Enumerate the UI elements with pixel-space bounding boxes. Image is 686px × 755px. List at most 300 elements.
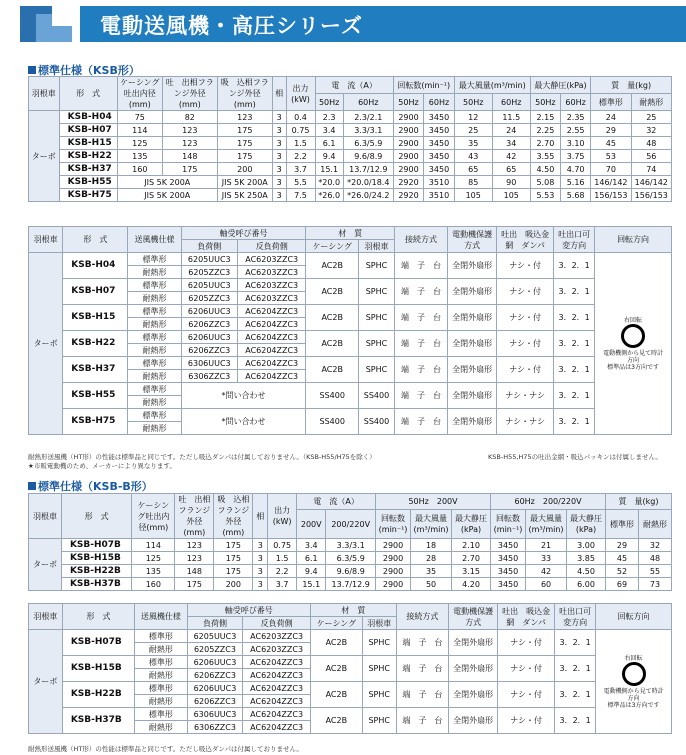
cell-conn: 端 子 台 [394, 357, 447, 383]
section-marker-icon [28, 66, 36, 74]
cell-q60: 34 [492, 137, 530, 150]
table-row [29, 656, 672, 669]
table-row [29, 137, 672, 150]
table-row [29, 383, 672, 396]
cell-conn: 端 子 台 [394, 331, 447, 357]
footnote-motor: ★市販電動機のため、メーカーにより異なります。 [28, 462, 176, 470]
model-name: KSB-H75 [63, 409, 128, 435]
bearing-anti-load: AC6203ZZC3 [237, 279, 305, 292]
cell-q60: 90 [492, 176, 530, 189]
cell-a50: 6.1 [297, 552, 326, 565]
config-table-ksb: 羽根車 形 式 送風機仕様 軸受呼び番号 材 質 接続方式 電動機保護方式 吐出 吸込金網 ダンパ 吐出口可変方向 回転方向 負荷側 反負荷側 ケーシング 羽根車 ターボ KSB-H04 標準形 6205UUC3 AC6203ZZC3 AC2B SPHC 端 子 台 全閉外扇形 ナシ・付 3．2．1 右回転 電動機側から見て時計方向 標準品は3方向です 耐熱形 6205ZZC3 AC6203ZZC3 KSB-H07 標準形 6205UUC3 AC6203ZZC3 AC2B SPHC 端 子 台 全閉外扇形 ナシ・付 3．2．1 耐熱形 6205ZZC3 AC6203ZZC3 KSB-H15 標準形 6206UUC3 AC6204ZZC3 AC2B SPHC 端 子 台 全閉外扇形 ナシ・付 3．2．1 耐熱形 6206ZZC3 AC6204ZZC3 KSB-H22 標準形 6206UUC3 AC6204ZZC3 AC2B SPHC 端 子 台 全閉外扇形 ナシ・付 3．2．1 耐熱形 6206ZZC3 AC6204ZZC3 KSB-H37 標準形 6306UUC3 AC6204ZZC3 AC2B SPHC 端 子 台 全閉外扇形 ナシ・付 3．2．1 耐熱形 6306ZZC3 AC6204ZZC3 KSB-H55 標準形 *問い合わせ SS400 SS400 端 子 台 全閉外扇形 ナシ・ナシ 3．2．1 耐熱形 KSB-H75 標準形 *問い合わせ SS400 SS400 端 子 台 全閉外扇形 ナシ・ナシ 3．2．1 耐熱形 [28, 226, 672, 435]
cell-q50: 18 [411, 539, 452, 552]
bearing-load: 6205ZZC3 [187, 643, 243, 656]
cell-p: 3 [272, 150, 286, 163]
cell-r60: 3450 [424, 124, 455, 137]
cell-a50: 9.4 [315, 150, 343, 163]
model-name: KSB-H55 [63, 383, 128, 409]
cell-s50: 2.10 [452, 539, 491, 552]
table-row [29, 124, 672, 137]
fan-type-label: ターボ [29, 630, 63, 734]
cell-dir: 3．2．1 [554, 279, 595, 305]
cell-a50: 2.3 [315, 111, 343, 124]
cell-dir: 3．2．1 [554, 331, 595, 357]
cell-cas: AC2B [306, 331, 359, 357]
model-name: KSB-H07 [63, 279, 128, 305]
cell-r50: 2900 [376, 539, 411, 552]
fan-type-label: ターボ [29, 539, 62, 591]
spec-type: 耐熱形 [135, 721, 188, 734]
bearing-load: 6306ZZC3 [187, 721, 243, 734]
bearing-load: 6205ZZC3 [181, 292, 237, 305]
cell-r60: 3450 [424, 137, 455, 150]
cell-c: 125 [132, 552, 175, 565]
rotation-standard: 標準品は3方向です [607, 363, 659, 371]
flange-spec: JIS 5K 200A [117, 189, 217, 202]
outlet-flange: 123 [162, 124, 217, 137]
page-header [0, 0, 686, 50]
bearing-load: 6206ZZC3 [187, 669, 243, 682]
cell-ws: 53 [591, 150, 631, 163]
cell-s50: 2.70 [452, 552, 491, 565]
spec-type: 耐熱形 [128, 396, 181, 409]
cell-wh: 56 [631, 150, 671, 163]
table-row [29, 630, 672, 643]
bearing-anti-load: AC6204ZZC3 [237, 305, 305, 318]
model-name: KSB-H22 [59, 150, 117, 163]
cell-cas: SS400 [306, 383, 359, 409]
cell-q60: 42 [526, 565, 567, 578]
cell-dir: 3．2．1 [555, 630, 596, 656]
cell-q50: 85 [454, 176, 492, 189]
cell-q50: 12 [454, 111, 492, 124]
col-rpm: 回転数(min⁻¹) [393, 77, 454, 94]
casing-diameter: 75 [117, 111, 162, 124]
spec-type: 耐熱形 [135, 643, 188, 656]
bearing-load: 6306UUC3 [187, 708, 243, 721]
cell-ws: 146/142 [591, 176, 631, 189]
cell-ws: 156/153 [591, 189, 631, 202]
cell-q60: 60 [526, 578, 567, 591]
cell-kw: 1.5 [268, 552, 297, 565]
fan-type-label: ターボ [29, 253, 63, 435]
col-outlet: 吐 出相フランジ外径(mm) [162, 77, 217, 111]
cell-r50: 2900 [376, 552, 411, 565]
bearing-load: 6306UUC3 [181, 357, 237, 370]
cell-dir: 3．2．1 [554, 383, 595, 409]
table-row [29, 150, 672, 163]
cell-kw: 0.75 [286, 124, 315, 137]
cell-s60: 3.10 [560, 137, 590, 150]
cell-q60: 105 [492, 189, 530, 202]
cell-conn: 端 子 台 [394, 383, 447, 409]
cell-kw: 7.5 [286, 189, 315, 202]
model-name: KSB-H37 [59, 163, 117, 176]
model-name: KSB-H37 [63, 357, 128, 383]
table-row [29, 539, 672, 552]
model-name: KSB-H04 [63, 253, 128, 279]
cell-ws: 45 [591, 137, 631, 150]
cell-cas: AC2B [310, 656, 362, 682]
cell-r50: 2920 [393, 189, 423, 202]
cell-a60: 6.3/5.9 [326, 552, 376, 565]
cell-r50: 2900 [376, 565, 411, 578]
cell-q60: 42 [492, 150, 530, 163]
cell-kw: 0.4 [286, 111, 315, 124]
cell-p: 3 [272, 189, 286, 202]
cell-wh: 48 [631, 137, 671, 150]
bearing-anti-load: AC6203ZZC3 [237, 253, 305, 266]
model-name: KSB-H04 [59, 111, 117, 124]
cell-i: JIS 5K 250A [217, 189, 272, 202]
cell-s50: 3.55 [530, 150, 560, 163]
spec-type: 標準形 [128, 305, 181, 318]
cell-i: 175 [214, 552, 253, 565]
cell-imp: SPHC [362, 630, 396, 656]
bearing-anti-load: AC6203ZZC3 [243, 630, 311, 643]
rotation-standard: 標準品は3方向です [607, 701, 660, 709]
spec-type: 標準形 [128, 409, 181, 422]
col-phase: 相 [272, 77, 286, 111]
casing-diameter: 125 [117, 137, 162, 150]
cell-a60: 13.7/12.9 [343, 163, 393, 176]
bearing-anti-load: AC6203ZZC3 [237, 292, 305, 305]
footnote-ht: 耐熱形送風機（HT形）の性能は標準品と同じです。ただし吸込ダンパは付属しておりません。（KSB-H55/H75を除く） [28, 453, 376, 461]
outlet-flange: 148 [162, 150, 217, 163]
cell-conn: 端 子 台 [394, 253, 447, 279]
cell-cas: AC2B [310, 682, 362, 708]
cell-ws: 52 [606, 565, 639, 578]
spec-type: 耐熱形 [128, 292, 181, 305]
cell-r60: 3450 [424, 111, 455, 124]
table-row [29, 176, 672, 189]
cell-imp: SPHC [362, 682, 396, 708]
col-fan: 羽根車 [29, 77, 60, 111]
cell-s60: 3.00 [567, 539, 606, 552]
cell-r60: 3450 [491, 552, 526, 565]
model-name: KSB-H55 [59, 176, 117, 189]
bearing-load: 6205UUC3 [187, 630, 243, 643]
bearing-anti-load: AC6204ZZC3 [243, 695, 311, 708]
spec-type: 標準形 [135, 708, 188, 721]
cell-p: 3 [272, 176, 286, 189]
cell-kw: 1.5 [286, 137, 315, 150]
cell-imp: SS400 [358, 383, 394, 409]
cell-s60: 5.68 [560, 189, 590, 202]
table-row [29, 409, 672, 422]
cell-a60: 3.3/3.1 [326, 539, 376, 552]
cell-i: 175 [214, 565, 253, 578]
col-inlet: 吸 込相フランジ外径(mm) [217, 77, 272, 111]
bearing-load: 6205UUC3 [181, 253, 237, 266]
cell-cas: AC2B [310, 708, 362, 734]
cell-conn: 端 子 台 [396, 656, 449, 682]
spec-type: 標準形 [135, 682, 188, 695]
cell-imp: SPHC [362, 708, 396, 734]
cell-i: 175 [214, 539, 253, 552]
cell-dmp: ナシ・付 [498, 708, 555, 734]
table-row [29, 163, 672, 176]
cell-r50: 2900 [393, 137, 423, 150]
cell-r50: 2900 [393, 163, 423, 176]
cell-a60: 9.6/8.9 [343, 150, 393, 163]
spec-type: 標準形 [128, 279, 181, 292]
cell-a50: 15.1 [297, 578, 326, 591]
section-title-ksb: 標準仕様（KSB形） [28, 62, 140, 78]
cell-dmp: ナシ・付 [497, 305, 554, 331]
cell-s60: 6.00 [567, 578, 606, 591]
model-name: KSB-H07B [62, 630, 134, 656]
cell-a60: 6.3/5.9 [343, 137, 393, 150]
cell-s50: 4.20 [452, 578, 491, 591]
cell-q50: 105 [454, 189, 492, 202]
spec-type: 耐熱形 [135, 669, 188, 682]
rotation-circle-icon [622, 662, 646, 686]
cell-q50: 35 [454, 137, 492, 150]
cell-q50: 65 [454, 163, 492, 176]
cell-o: 148 [175, 565, 214, 578]
cell-s50: 5.53 [530, 189, 560, 202]
cell-prot: 全閉外扇形 [448, 409, 497, 435]
cell-dir: 3．2．1 [554, 357, 595, 383]
cell-i: 200 [217, 163, 272, 176]
cell-imp: SPHC [358, 331, 394, 357]
cell-imp: SPHC [358, 357, 394, 383]
rotation-note: 電動機側から見て時計方向 [603, 687, 664, 702]
cell-i: 123 [217, 111, 272, 124]
cell-s60: 5.16 [560, 176, 590, 189]
cell-kw: 5.5 [286, 176, 315, 189]
cell-dmp: ナシ・付 [497, 331, 554, 357]
cell-conn: 端 子 台 [394, 279, 447, 305]
cell-s60: 2.55 [560, 124, 590, 137]
cell-s50: 5.08 [530, 176, 560, 189]
spec-type: 耐熱形 [128, 318, 181, 331]
model-name: KSB-H37B [62, 708, 134, 734]
fan-type-label: ターボ [29, 111, 60, 202]
table-row [29, 279, 672, 292]
bearing-anti-load: AC6204ZZC3 [237, 344, 305, 357]
spec-type: 耐熱形 [128, 370, 181, 383]
bearing-inquiry: *問い合わせ [181, 409, 306, 435]
bearing-anti-load: AC6204ZZC3 [243, 708, 311, 721]
cell-r50: 2900 [393, 124, 423, 137]
bearing-anti-load: AC6203ZZC3 [243, 643, 311, 656]
bearing-load: 6206UUC3 [187, 682, 243, 695]
cell-r50: 2900 [393, 111, 423, 124]
table-row [29, 189, 672, 202]
cell-prot: 全閉外扇形 [449, 708, 498, 734]
col-airflow: 最大風量(m³/min) [454, 77, 530, 94]
table-row [29, 253, 672, 266]
cell-a50: 9.4 [297, 565, 326, 578]
model-name: KSB-H15B [61, 552, 131, 565]
cell-a60: 3.3/3.1 [343, 124, 393, 137]
cell-p: 3 [253, 578, 268, 591]
table-row [29, 565, 672, 578]
spec-type: 標準形 [128, 331, 181, 344]
col-mass: 質 量(kg) [591, 77, 672, 94]
model-name: KSB-H22B [62, 682, 134, 708]
cell-r60: 3450 [424, 163, 455, 176]
cell-dmp: ナシ・付 [498, 630, 555, 656]
cell-q60: 21 [526, 539, 567, 552]
cell-cas: AC2B [310, 630, 362, 656]
bearing-anti-load: AC6204ZZC3 [237, 331, 305, 344]
cell-dir: 3．2．1 [554, 253, 595, 279]
cell-a50: 3.4 [315, 124, 343, 137]
table-row [29, 552, 672, 565]
bearing-anti-load: AC6204ZZC3 [243, 656, 311, 669]
bearing-load: 6306ZZC3 [181, 370, 237, 383]
cell-prot: 全閉外扇形 [448, 253, 497, 279]
bearing-load: 6206UUC3 [181, 305, 237, 318]
bearing-load: 6205ZZC3 [181, 266, 237, 279]
cell-prot: 全閉外扇形 [448, 383, 497, 409]
cell-dir: 3．2．1 [554, 409, 595, 435]
col-pressure: 最大静圧(kPa) [530, 77, 590, 94]
cell-ws: 24 [591, 111, 631, 124]
cell-wh: 32 [639, 539, 672, 552]
cell-cas: AC2B [306, 357, 359, 383]
cell-p: 3 [272, 111, 286, 124]
cell-a50: 15.1 [315, 163, 343, 176]
cell-imp: SPHC [358, 305, 394, 331]
cell-a60: *26.0/24.2 [343, 189, 393, 202]
cell-a60: 9.6/8.9 [326, 565, 376, 578]
cell-cas: SS400 [306, 409, 359, 435]
table-row [29, 111, 672, 124]
bearing-anti-load: AC6204ZZC3 [243, 669, 311, 682]
cell-s50: 2.15 [530, 111, 560, 124]
cell-i: 175 [217, 124, 272, 137]
cell-q50: 25 [454, 124, 492, 137]
bearing-anti-load: AC6203ZZC3 [237, 266, 305, 279]
cell-wh: 32 [631, 124, 671, 137]
cell-wh: 48 [639, 552, 672, 565]
cell-p: 3 [272, 163, 286, 176]
cell-ws: 69 [606, 578, 639, 591]
cell-c: 160 [132, 578, 175, 591]
cell-c: 114 [132, 539, 175, 552]
cell-a50: 3.4 [297, 539, 326, 552]
model-name: KSB-H22B [61, 565, 131, 578]
col-model: 形 式 [59, 77, 117, 111]
model-name: KSB-H37B [61, 578, 131, 591]
spec-type: 標準形 [135, 630, 188, 643]
col-casing: ケーシング吐出内径(mm) [117, 77, 162, 111]
cell-p: 3 [272, 124, 286, 137]
cell-r50: 2900 [393, 150, 423, 163]
col-output: 出力(kW) [286, 77, 315, 111]
bearing-anti-load: AC6204ZZC3 [237, 370, 305, 383]
cell-conn: 端 子 台 [394, 305, 447, 331]
cell-wh: 55 [639, 565, 672, 578]
cell-cas: AC2B [306, 253, 359, 279]
cell-o: 175 [175, 578, 214, 591]
cell-wh: 74 [631, 163, 671, 176]
spec-type: 耐熱形 [128, 266, 181, 279]
cell-i: 175 [217, 150, 272, 163]
cell-p: 3 [272, 137, 286, 150]
cell-o: 123 [175, 552, 214, 565]
bearing-load: 6206UUC3 [187, 656, 243, 669]
cell-prot: 全閉外扇形 [448, 331, 497, 357]
cell-imp: SPHC [358, 279, 394, 305]
cell-r50: 2900 [376, 578, 411, 591]
cell-dir: 3．2．1 [555, 708, 596, 734]
casing-diameter: 114 [117, 124, 162, 137]
config-table-ksb-b: 羽根車 形 式 送風機仕様 軸受呼び番号 材 質 接続方式 電動機保護方式 吐出 吸込金網 ダンパ 吐出口可変方向 回転方向 負荷側 反負荷側 ケーシング 羽根車 ターボ KSB-H07B 標準形 6205UUC3 AC6203ZZC3 AC2B SPHC 端 子 台 全閉外扇形 ナシ・付 3．2．1 右回転 電動機側から見て時計方向 標準品は3方向です 耐熱形 6205ZZC3 AC6203ZZC3 KSB-H15B 標準形 6206UUC3 AC6204ZZC3 AC2B SPHC 端 子 台 全閉外扇形 ナシ・付 3．2．1 耐熱形 6206ZZC3 AC6204ZZC3 KSB-H22B 標準形 6206UUC3 AC6204ZZC3 AC2B SPHC 端 子 台 全閉外扇形 ナシ・付 3．2．1 耐熱形 6206ZZC3 AC6204ZZC3 KSB-H37B 標準形 6306UUC3 AC6204ZZC3 AC2B SPHC 端 子 台 全閉外扇形 ナシ・付 3．2．1 耐熱形 6306ZZC3 AC6204ZZC3 [28, 603, 672, 734]
cell-imp: SS400 [358, 409, 394, 435]
cell-s50: 3.15 [452, 565, 491, 578]
cell-kw: 0.75 [268, 539, 297, 552]
bearing-load: 6205UUC3 [181, 279, 237, 292]
cell-q60: 33 [526, 552, 567, 565]
cell-cas: AC2B [306, 279, 359, 305]
bearing-load: 6206UUC3 [181, 331, 237, 344]
cell-s50: 4.50 [530, 163, 560, 176]
spec-type: 標準形 [135, 656, 188, 669]
spec-table-ksb-b: 羽根車 形 式 ケーシング吐出内径(mm) 吐 出相フランジ外径(mm) 吸 込相フランジ外径(mm) 相 出力(kW) 電 流（A） 50Hz 200V 60Hz 200/220V 質 量(kg) 200V 200/220V 回転数(min⁻¹) 最大風量(m³/min) 最大静圧(kPa) 回転数(min⁻¹) 最大風量(m³/min) 最大静圧(kPa) 標準形 耐熱形 ターボ KSB-H07B 114 123 175 3 0.75 3.4 3.3/3.1 2900 18 2.10 3450 21 3.00 29 32 KSB-H15B 125 123 175 3 1.5 6.1 6.3/5.9 2900 28 2.70 3450 33 3.85 45 48 KSB-H22B 135 148 175 3 2.2 9.4 9.6/8.9 2900 35 3.15 3450 42 4.50 52 55 KSB-H37B 160 175 200 3 3.7 15.1 13.7/12.9 2900 50 4.20 3450 60 6.00 69 73 [28, 493, 672, 591]
cell-q50: 28 [411, 552, 452, 565]
cell-ws: 70 [591, 163, 631, 176]
cell-prot: 全閉外扇形 [449, 682, 498, 708]
cell-s50: 2.70 [530, 137, 560, 150]
model-name: KSB-H15 [59, 137, 117, 150]
cell-a50: *26.0 [315, 189, 343, 202]
cell-r60: 3450 [491, 539, 526, 552]
bearing-inquiry: *問い合わせ [181, 383, 306, 409]
spec-type: 耐熱形 [135, 695, 188, 708]
cell-q60: 11.5 [492, 111, 530, 124]
bearing-anti-load: AC6204ZZC3 [237, 357, 305, 370]
model-name: KSB-H22 [63, 331, 128, 357]
cell-ws: 29 [606, 539, 639, 552]
cell-dmp: ナシ・ナシ [497, 409, 554, 435]
cell-kw: 3.7 [268, 578, 297, 591]
spec-type: 標準形 [128, 253, 181, 266]
cell-conn: 端 子 台 [396, 682, 449, 708]
rotation-diagram [596, 630, 672, 734]
cell-s60: 3.85 [567, 552, 606, 565]
model-name: KSB-H75 [59, 189, 117, 202]
table-row [29, 331, 672, 344]
cell-wh: 25 [631, 111, 671, 124]
spec-type: 標準形 [128, 357, 181, 370]
bearing-load: 6206ZZC3 [181, 318, 237, 331]
casing-diameter: 135 [117, 150, 162, 163]
cell-a60: 13.7/12.9 [326, 578, 376, 591]
spec-type: 耐熱形 [128, 344, 181, 357]
cell-prot: 全閉外扇形 [449, 630, 498, 656]
cell-dmp: ナシ・付 [498, 656, 555, 682]
spec-table-ksb: 羽根車 形 式 ケーシング吐出内径(mm) 吐 出相フランジ外径(mm) 吸 込相フランジ外径(mm) 相 出力(kW) 電 流（A） 回転数(min⁻¹) 最大風量(m³/min) 最大静圧(kPa) 質 量(kg) 50Hz 60Hz 50Hz 60Hz 50Hz 60Hz 50Hz 60Hz 標準形 耐熱形 ターボ KSB-H04 75 82 123 3 0.4 2.3 2.3/2.1 2900 3450 12 11.5 2.15 2.35 24 25 KSB-H07 114 123 175 3 0.75 3.4 3.3/3.1 2900 3450 25 24 2.25 2.55 29 32 KSB-H15 125 123 175 3 1.5 6.1 6.3/5.9 2900 3450 35 34 2.70 3.10 45 48 KSB-H22 135 148 175 3 2.2 9.4 9.6/8.9 2900 3450 43 42 3.55 3.75 53 56 KSB-H37 160 175 200 3 3.7 15.1 13.7/12.9 2900 3450 65 65 4.50 4.70 70 74 KSB-H55 JIS 5K 200A JIS 5K 200A 3 5.5 *20.0 *20.0/18.4 2920 3510 85 90 5.08 5.16 146/142 146/142 KSB-H75 JIS 5K 200A JIS 5K 250A 3 7.5 *26.0 *26.0/24.2 2920 3510 105 105 5.53 5.68 156/153 156/153 [28, 76, 672, 202]
cell-prot: 全閉外扇形 [448, 305, 497, 331]
cell-a60: 2.3/2.1 [343, 111, 393, 124]
flange-spec: JIS 5K 200A [117, 176, 217, 189]
footnote-ht-b: 耐熱形送風機（HT形）の性能は標準品と同じです。ただし吸込ダンパは付属しておりません。 [28, 745, 303, 753]
cell-r60: 3450 [491, 578, 526, 591]
bearing-load: 6206ZZC3 [187, 695, 243, 708]
bearing-load: 6206ZZC3 [181, 344, 237, 357]
bearing-anti-load: AC6204ZZC3 [243, 721, 311, 734]
rotation-label: 右回転 [624, 316, 643, 324]
table-row [29, 357, 672, 370]
cell-prot: 全閉外扇形 [449, 656, 498, 682]
cell-dmp: ナシ・ナシ [497, 383, 554, 409]
cell-kw: 2.2 [286, 150, 315, 163]
